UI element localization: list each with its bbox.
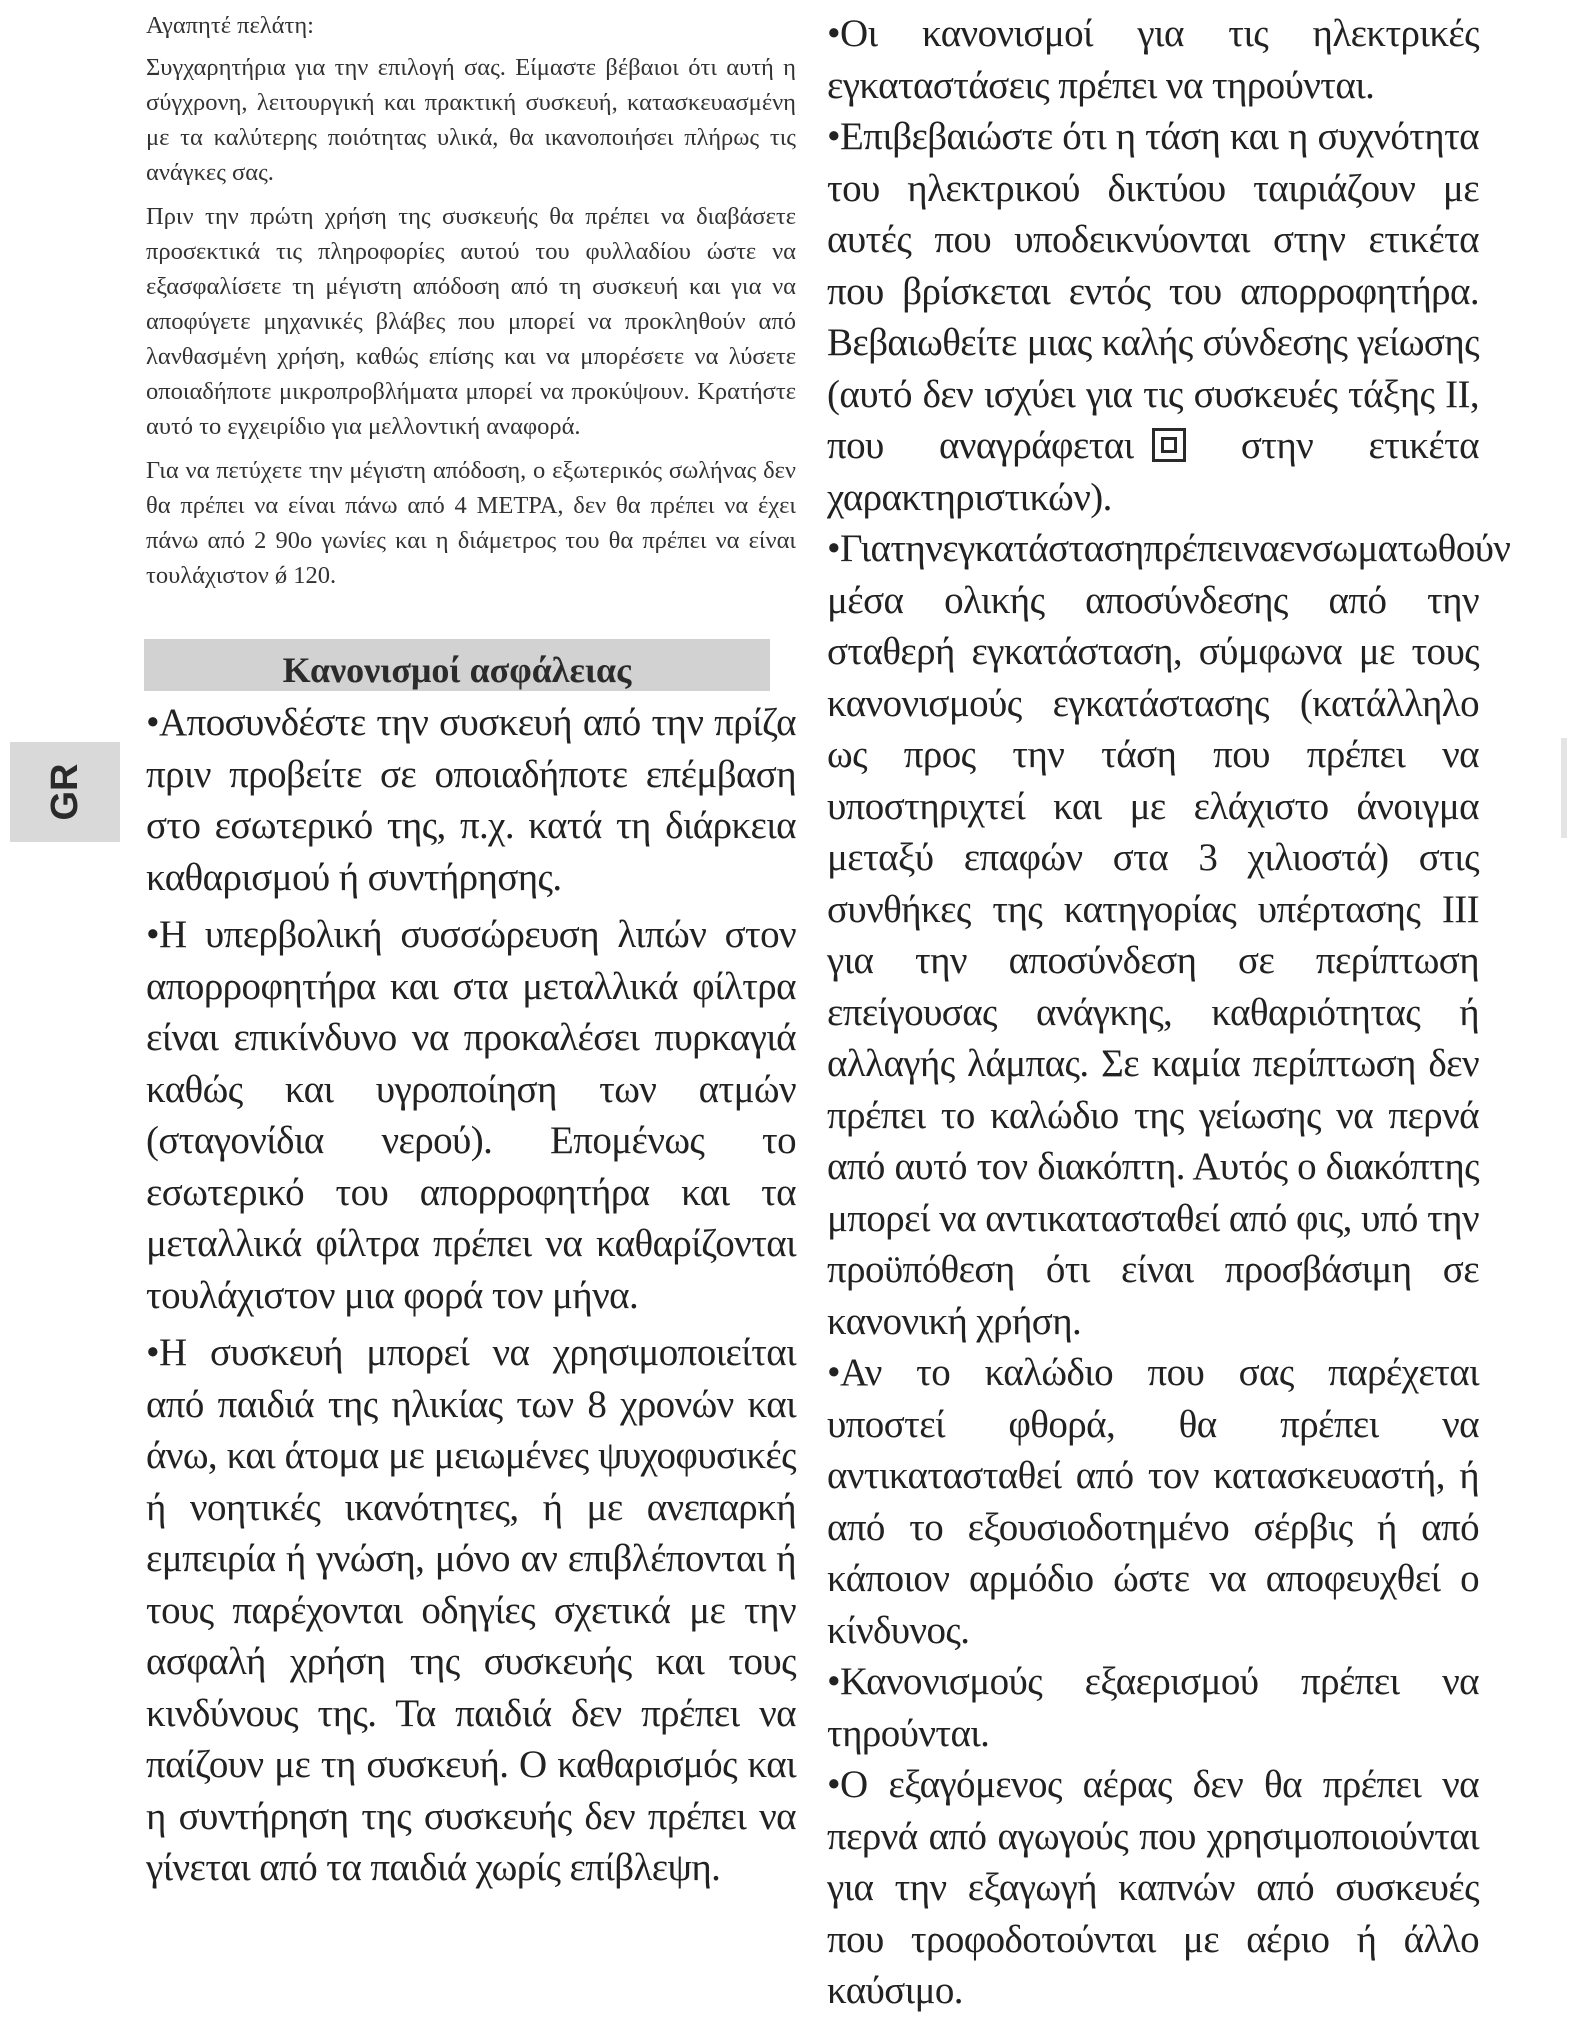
- intro-paragraph: Πριν την πρώτη χρήση της συσκευής θα πρέπει να διαβάσετε προσεκτικά τις πληροφορίες αυτού του φυλλαδίου ώστε να εξασφαλίσετε τη μέγιστη απόδοση από τη συσκευή και για να αποφύγετε μηχανικές βλάβες που μπορεί να προκληθούν από λανθασμένη χρήση, καθώς επίσης και να μπορέσετε να λύσετε οποιαδήποτε μικροπροβλήματα μπορεί να προκύψουν. Κρατήστε αυτό το εγχειρίδιο για μελλοντική αναφορά.: [146, 203, 796, 440]
- right-column: [827, 8, 1511, 2017]
- safety-item: •Οι κανονισμοί για τις ηλεκτρικές εγκαταστάσεις πρέπει να τηρούνται.: [827, 12, 1479, 107]
- double-insulation-icon: [1152, 428, 1186, 462]
- safety-item: •Κανονισμούς εξαερισμού πρέπει να τηρούνται.: [827, 1660, 1479, 1755]
- safety-item: •Η συσκευή μπορεί να χρησιμοποιείται από παιδιά της ηλικίας των 8 χρονών και άνω, και άτομα με μειωμένες ψυχοφυσικές ή νοητικές ικανότητες, ή με ανεπαρκή εμπειρία ή γνώση, μόνο αν επιβλέπονται ή τους παρέχονται οδηγίες σχετικά με την ασφαλή χρήση της συσκευής και τους κινδύνους της. Τα παιδιά δεν πρέπει να παίζουν με τη συσκευή. Ο καθαρισμός και η συντήρηση της συσκευής δεν πρέπει να γίνεται από τα παιδιά χωρίς επίβλεψη.: [146, 1331, 796, 1889]
- left-column: [146, 8, 796, 1894]
- safety-item: •Ο εξαγόμενος αέρας δεν θα πρέπει να περνά από αγωγούς που χρησιμοποιούνται για την εξαγωγή καπνών από συσκευές που τροφοδοτούνται με αέριο ή άλλο καύσιμο.: [827, 1763, 1479, 2012]
- safety-heading-bar: [144, 639, 770, 691]
- safety-item-text: •Επιβεβαιώστε ότι η τάση και η συχνότητα του ηλεκτρικού δικτύου ταιριάζουν με αυτές που υποδεικνύονται στην ετικέτα που βρίσκεται εντός του απορροφητήρα. Βεβαιωθείτε μιας καλής σύνδεσης γείωσης (αυτό δεν ισχύει για τις συσκευές τάξης II, που αναγράφεται: [827, 115, 1479, 467]
- greeting: Αγαπητέ πελάτη:: [146, 12, 314, 39]
- safety-item: [827, 111, 1479, 523]
- section-heading: Κανονισμοί ασφάλειας: [282, 650, 632, 690]
- safety-item: •Η υπερβολική συσσώρευση λιπών στον απορροφητήρα και στα μεταλλικά φίλτρα είναι επικίνδυνο να προκαλέσει πυρκαγιά καθώς και υγροποίηση των ατμών (σταγονίδια νερού). Επομένως το εσωτερικό του απορροφητήρα και τα μεταλλικά φίλτρα πρέπει να καθαρίζονται τουλάχιστον μια φορά τον μήνα.: [146, 913, 796, 1317]
- language-tab-label: GR: [44, 763, 86, 821]
- intro-section: [146, 8, 796, 593]
- intro-paragraph: Συγχαρητήρια για την επιλογή σας. Είμαστε βέβαιοι ότι αυτή η σύγχρονη, λειτουργική και πρακτική συσκευή, κατασκευασμένη με τα καλύτερης ποιότητας υλικά, θα ικανοποιήσει πλήρως τις ανάγκες σας.: [146, 54, 796, 186]
- safety-item: •Αν το καλώδιο που σας παρέχεται υποστεί φθορά, θα πρέπει να αντικατασταθεί από τον κατασκευαστή, ή από το εξουσιοδοτημένο σέρβις ή από κάποιον αρμόδιο ώστε να αποφευχθεί ο κίνδυνος.: [827, 1351, 1479, 1652]
- page-edge-marker: [1561, 738, 1567, 838]
- safety-item: •Γιατηνεγκατάστασηπρέπειναενσωματωθούν μέσα ολικής αποσύνδεσης από την σταθερή εγκατάσταση, σύμφωνα με τους κανονισμούς εγκατάστασης (κατάλληλο ως προς την τάση που πρέπει να υποστηριχτεί και με ελάχιστο άνοιγμα μεταξύ επαφών στα 3 χιλιοστά) στις συνθήκες της κατηγορίας υπέρτασης III για την αποσύνδεση σε περίπτωση επείγουσας ανάγκης, καθαριότητας ή αλλαγής λάμπας. Σε καμία περίπτωση δεν πρέπει το καλώδιο της γείωσης να περνά από αυτό τον διακόπτη. Αυτός ο διακόπτης μπορεί να αντικατασταθεί από φις, υπό την προϋπόθεση ότι είναι προσβάσιμη σε κανονική χρήση.: [827, 527, 1511, 1343]
- safety-item-text: στην ετικέτα χαρακτηριστικών).: [827, 424, 1479, 519]
- safety-item: •Αποσυνδέστε την συσκευή από την πρίζα πριν προβείτε σε οποιαδήποτε επέμβαση στο εσωτερικό της, π.χ. κατά τη διάρκεια καθαρισμού ή συντήρησης.: [146, 701, 796, 899]
- intro-paragraph: Για να πετύχετε την μέγιστη απόδοση, ο εξωτερικός σωλήνας δεν θα πρέπει να είναι πάνω από 4 ΜΕΤΡΑ, δεν θα πρέπει να έχει πάνω από 2 90ο γωνίες και η διάμετρος του θα πρέπει να είναι τουλάχιστον ǿ 120.: [146, 457, 796, 589]
